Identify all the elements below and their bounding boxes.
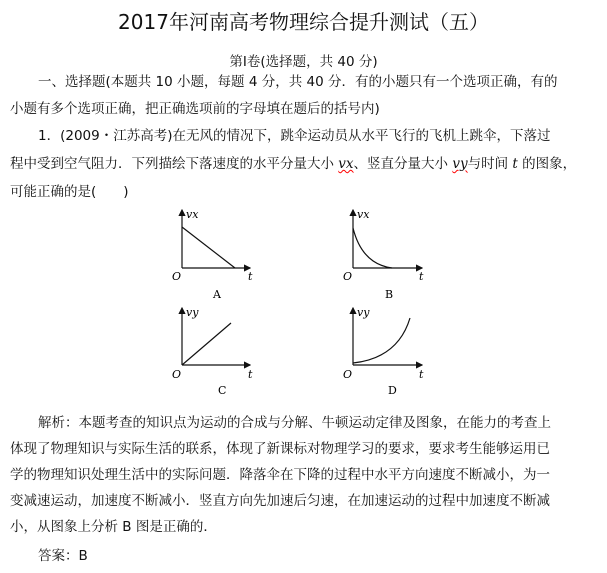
x-axis-label: t xyxy=(248,270,253,283)
question-line xyxy=(10,152,576,172)
question-line: 可能正确的是( ) xyxy=(10,184,129,200)
explanation-line: 体现了物理知识与实际生活的联系，体现了新课标对物理学习的要求，要求考生能够运用已 xyxy=(10,441,550,457)
instructions-line: 一、选择题(本题共 10 小题，每题 4 分，共 40 分．有的小题只有一个选项正确，有的 xyxy=(38,74,558,90)
y-axis-label: vx xyxy=(357,208,370,221)
graph-label: C xyxy=(218,384,227,397)
explanation-line: 小，从图象上分析 B 图是正确的． xyxy=(10,519,217,535)
x-axis-label: t xyxy=(419,368,424,381)
answer-graphs xyxy=(160,200,440,400)
origin-label: O xyxy=(343,368,353,381)
text: 程中受到空气阻力．下列描绘下落速度的水平分量大小 xyxy=(10,156,339,172)
origin-label: O xyxy=(343,270,353,283)
explanation-line: 解析：本题考查的知识点为运动的合成与分解、牛顿运动定律及图象，在能力的考查上 xyxy=(38,415,551,431)
origin-label: O xyxy=(172,368,182,381)
graph-label: B xyxy=(385,288,394,301)
explanation-line: 学的物理知识处理生活中的实际问题．降落伞在下降的过程中水平方向速度不断减小，为一 xyxy=(10,467,550,483)
x-axis-label: t xyxy=(248,368,253,381)
y-axis-label: vx xyxy=(186,208,199,221)
explanation-line: 变减速运动，加速度不断减小．竖直方向先加速后匀速，在加速运动的过程中加速度不断减 xyxy=(10,493,550,509)
vx-symbol: vx xyxy=(338,156,354,172)
graph-label: A xyxy=(213,288,221,301)
t-symbol: t xyxy=(512,156,518,172)
text: 的图象， xyxy=(517,156,577,172)
y-axis-label: vy xyxy=(186,306,199,319)
x-axis-label: t xyxy=(419,270,424,283)
y-axis-label: vy xyxy=(357,306,370,319)
question-line: 1．(2009・江苏高考)在无风的情况下，跳伞运动员从水平飞行的飞机上跳伞，下落过 xyxy=(38,128,551,144)
text: 、竖直分量大小 xyxy=(353,156,453,172)
section-heading: 第Ⅰ卷(选择题，共 40 分) xyxy=(229,54,378,70)
text: 与时间 xyxy=(467,156,513,172)
vy-symbol: vy xyxy=(452,156,468,172)
graph-label: D xyxy=(388,384,397,397)
page-title: 2017年河南高考物理综合提升测试（五） xyxy=(118,10,489,34)
origin-label: O xyxy=(172,270,182,283)
instructions-line: 小题有多个选项正确，把正确选项前的字母填在题后的括号内) xyxy=(10,101,380,117)
answer: 答案：B xyxy=(38,548,88,564)
